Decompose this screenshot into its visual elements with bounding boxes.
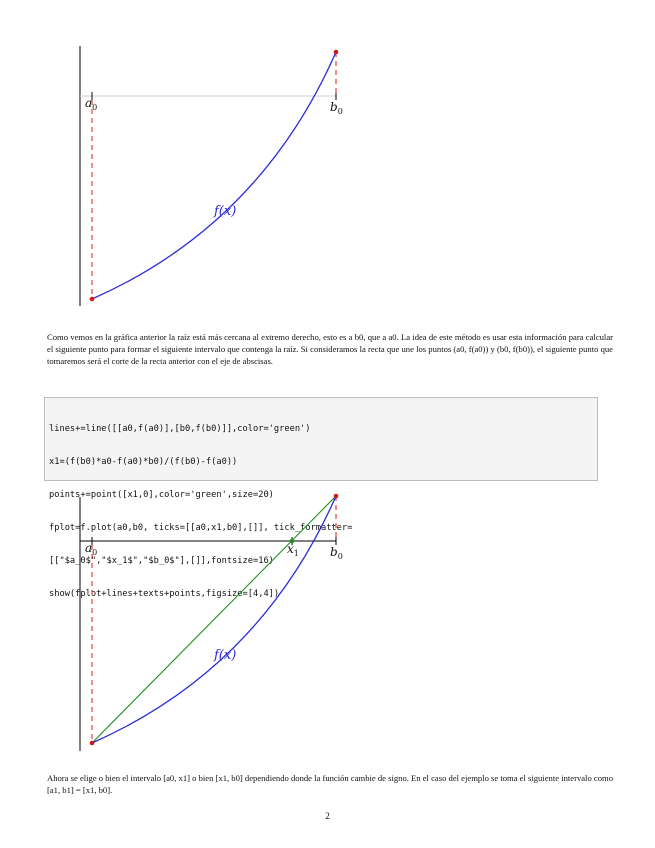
code-line: lines+=line([[a0,f(a0)],[b0,f(b0)]],color='green') [49, 424, 311, 434]
paragraph-1: Como vemos en la gráfica anterior la raíz está más cercana al extremo derecho, esto es a b0, que a a0. La idea de este método es usar esta información para calcular el siguiente punto para formar el siguiente intervalo que contenga la raíz. Si consideramos la recta que une los puntos (a0, f(a0)) y (b0, f(b0)), el siguiente punto que tomaremos será el corte de la recta anterior con el eje de abscisas. [47, 332, 613, 366]
plot2-point-a0 [90, 741, 95, 746]
plot1-label-b0: $b_0$ [330, 100, 343, 116]
plot2-secant-line [92, 496, 336, 743]
page-number: 2 [325, 811, 330, 821]
plot1-label-a0: $a_0$ [85, 96, 98, 112]
plot2-label-a0: $a_0$ [85, 541, 98, 557]
plot1-point-b0 [334, 50, 339, 55]
plot1-point-a0 [90, 297, 95, 302]
code-line: show(fplot+lines+texts+points,figsize=[4,4]) [49, 589, 280, 599]
plot2-label-fx: f(x) [214, 648, 237, 663]
paragraph-2: Ahora se elige o bien el intervalo [a0, x1] o bien [x1, b0] dependiendo donde la función cambie de signo. En el caso del ejemplo se toma el siguiente intervalo como [a1, b1] = [x1, b0]. [47, 773, 613, 795]
plot-2 [0, 485, 655, 755]
plot1-label-fx: f(x) [214, 204, 237, 219]
code-line: x1=(f(b0)*a0-f(a0)*b0)/(f(b0)-f(a0)) [49, 457, 238, 467]
code-line: points+=point([x1,0],color='green',size=20) [49, 490, 274, 500]
code-line: [["$a_0$","$x_1$","$b_0$"],[]],fontsize=16) [49, 556, 274, 566]
code-line: fplot=f.plot(a0,b0, ticks=[[a0,x1,b0],[]], tick_formatter= [49, 523, 353, 533]
plot1-curve [92, 52, 336, 299]
plot2-point-b0 [334, 494, 339, 499]
plot-1 [0, 0, 655, 320]
plot2-label-b0: $b_0$ [330, 545, 343, 561]
code-block [44, 397, 598, 599]
plot2-label-x1: $x_1$ [287, 542, 299, 558]
